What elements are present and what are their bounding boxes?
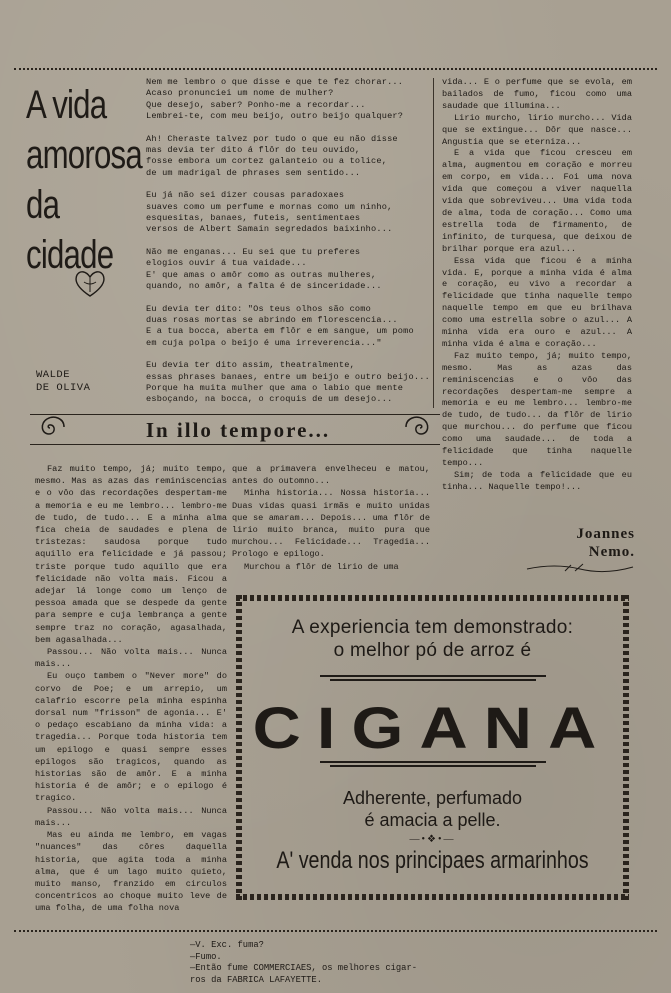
ad-ornament: —•❖•— (409, 834, 456, 845)
poem-stanza (146, 77, 426, 123)
paragraph: Essa vida que ficou é a minha vida. E, porque a minha vida é alma e coração, eu vivo a recordar a felicidade que tinha naquelle tempo naquelle tempo em que eu brilhava como uma estrella sobre o azul... A minha vida era ouro e azul... A minha vida é alma e coração... (442, 255, 632, 349)
poem-author (36, 369, 146, 395)
footer-advert (190, 940, 520, 986)
ad-tagline: é amacia a pelle. (364, 810, 501, 830)
paragraph: Sim; de toda a felicidade que eu tinha... Naquelle tempo!... (442, 469, 632, 492)
poem-line: Nem me lembro o que disse e que te fez chorar... (146, 77, 404, 87)
poem-stanza (146, 247, 426, 293)
ad-headline: A experiencia tem demonstrado: (291, 617, 574, 638)
signature-line: Nemo. (588, 544, 635, 560)
cigana-advertisement (236, 595, 629, 900)
heart-ornament-icon (72, 268, 108, 298)
footer-line: —Fumo. (190, 951, 222, 962)
poem-line: mas devia ter dito á flôr do teu ouvido, (146, 145, 361, 156)
poem-line: suaves como um perfume e mornas como um ninho, (146, 201, 393, 212)
ad-decorative-rule (320, 760, 546, 768)
author-line: WALDE (36, 369, 71, 381)
poem-line: E' que amas o amôr como as outras mulheres, (146, 269, 377, 280)
bottom-border (14, 930, 657, 932)
footer-line: —Então fume COMMERCIAES, os melhores cigar- (190, 963, 417, 973)
poem-line: Eu devia ter dito assim, theatralmente, (146, 360, 355, 371)
poem-stanza (146, 360, 430, 406)
story-continuation-column (442, 77, 632, 494)
ad-border (236, 894, 629, 900)
paragraph: vida... E o perfume que se evola, em bailados de fumo, ficou como uma saudade que illumina... (442, 77, 632, 111)
poem-body (146, 77, 430, 417)
story-title: In illo tempore... (145, 418, 331, 442)
swirl-ornament-icon (34, 412, 70, 442)
poem-line: Ah! Cheraste talvez por tudo o que eu não disse (146, 133, 398, 144)
poem-line: duas rosas mortas se abrindo em florescencia... (146, 314, 398, 325)
poem-line: Que desejo, saber? Ponho-me a recordar... (146, 99, 366, 110)
paragraph: Mas eu ainda me lembro, em vagas "nuances" das côres daquella historia, que agita toda a minha alma, que é um lago muito quieto, muito manso, franzido em circulos concentricos ao choque muito leve de uma folha, de uma folha nova (35, 830, 227, 914)
top-border (14, 68, 657, 70)
poem-line: Não me enganas... Eu sei que tu preferes (146, 246, 361, 257)
poem-stanza (146, 304, 426, 350)
paragraph: Lirio murcho, lirio murcho... Vida que se extingue... Dôr que nasce... Angustia que se eterniza... (442, 112, 632, 147)
poem-line: Eu já não sei dizer cousas paradoxaes (146, 190, 345, 201)
poem-line: quando, no amôr, a falta é de sinceridade... (146, 281, 382, 292)
footer-line: —V. Exc. fuma? (190, 940, 264, 950)
story-middle-column (232, 463, 430, 573)
poem-line: essas phrases banaes, entre um beijo e outro beijo... (146, 371, 430, 382)
poem-title (26, 82, 142, 278)
ad-brand-name: CIGANA (252, 696, 613, 761)
ad-border (236, 595, 629, 601)
footer-line: ros da FABRICA LAFAYETTE. (190, 974, 322, 985)
ad-sale-line: A' venda nos principaes armarinhos (276, 847, 589, 874)
poem-line: esboçando, na bocca, o croquis de um desejo... (146, 394, 393, 405)
paragraph: E a vida que ficou cresceu em alma, augmentou em coração e morreu em corpo, em vida... Foi uma nova vida que começou a viver naquella vida que sobreviveu... Uma vida toda de alma, toda de coração... Como uma estrella toda de firmamento, de infinito, de turquesa, que deixou de brilhar porque era azul... (442, 148, 632, 254)
poem-line: em cuja polpa o beijo é uma irreverencia..." (146, 337, 382, 348)
story-left-column (35, 463, 227, 915)
signature-line: Joannes (576, 526, 635, 542)
swirl-ornament-icon (400, 412, 436, 442)
poem-line: de um madrigal de phrases sem sentido... (146, 167, 361, 178)
paragraph: Passou... Não volta mais... Nunca mais... (35, 647, 227, 670)
paragraph: Minha historia... Nossa historia... Duas vidas quasi irmãs e muito unidas que se amaram... Depois... uma flôr de lirio muito branca, muito pura que murchou... Felicidade... Tragedia... Prologo e epilogo. (232, 488, 430, 560)
banner-rule (30, 414, 440, 415)
poem-line: versos de Albert Samain segredados baixinho... (146, 224, 393, 235)
ad-headline: o melhor pó de arroz é (333, 640, 532, 661)
poem-line: Porque ha muita mulher que ama o labio que mente (146, 382, 404, 393)
poem-title-line: A vida (26, 83, 107, 127)
poem-line: elogios ouvir á tua vaidade... (146, 258, 307, 269)
poem-line: Lembrei-te, com meu beijo, outro beijo qualquer? (146, 111, 404, 122)
paragraph: que a primavera envelheceu e matou, antes do outomno... (232, 464, 430, 487)
paragraph: Faz muito tempo, já; muito tempo, mesmo. Mas as azas das reminiscencias e o vôo das recordações despertam-me a memoria e eu me lembro... lembro-me de tudo, de tudo... E a minha alma fica cheia de saudades e plena de tristezas: saudosa porque tudo aquillo era felicidade e já passou; triste porque tudo aquillo que era felicidade não volta mais. Ficou a adejar lá longe como um lenço de pessoa amada que se despede da gente para sempre e cuja lembrança a gente sempre traz no coração, agasalhada, bem agasalhada... (35, 464, 227, 645)
poem-title-line: da (26, 183, 60, 227)
paragraph: Eu ouço tambem o "Never more" do corvo de Poe; e um arrepio, um calafrio escorre pela minha espinha dorsal num "frisson" de agonia... E' o pedaço escabiano da minha vida: a tragedia... Porque toda historia tem um epilogo e quasi sempre esses epilogos são tragicos, quando as historias são de amôr. E a minha historia é de amôr; e o epilogo é tragico. (35, 671, 227, 804)
paragraph: Passou... Não volta mais... Nunca mais... (35, 805, 227, 828)
ad-tagline: Adherente, perfumado (342, 788, 523, 808)
banner-rule (30, 444, 440, 445)
poem-title-line: cidade (26, 233, 114, 277)
ad-decorative-rule (320, 674, 546, 682)
paragraph: Faz muito tempo, já; muito tempo, mesmo. Mas as azas das reminiscencias e o vôo das recordações despertam-me sempre a memoria e eu me lembro... lembro-me de tudo, de tudo... da flôr de lirio que murchou... do perfume que ficou como uma saudade... de toda a felicidade que tinha naquelle tempo... (442, 350, 632, 468)
signature-flourish-icon (525, 561, 635, 575)
paragraph: Murchou a flôr de lirio de uma (244, 561, 399, 572)
poem-line: esquesitas, banaes, futeis, sentimentaes (146, 213, 361, 224)
poem-stanza (146, 190, 426, 236)
poem-title-line: amorosa (26, 133, 142, 177)
author-line: DE OLIVA (36, 382, 91, 394)
poem-line: Eu devia ter dito: "Os teus olhos são como (146, 303, 371, 314)
poem-line: E a tua bocca, aberta em flôr e em sangue, um pomo (146, 326, 414, 337)
poem-stanza (146, 134, 426, 180)
story-signature (510, 525, 635, 580)
poem-line: fosse embora um cortez galanteio ou a tolice, (146, 156, 388, 167)
poem-line: Acaso pronunciei um nome de mulher? (146, 88, 334, 99)
column-divider (433, 78, 434, 408)
story-title-banner (30, 408, 440, 446)
